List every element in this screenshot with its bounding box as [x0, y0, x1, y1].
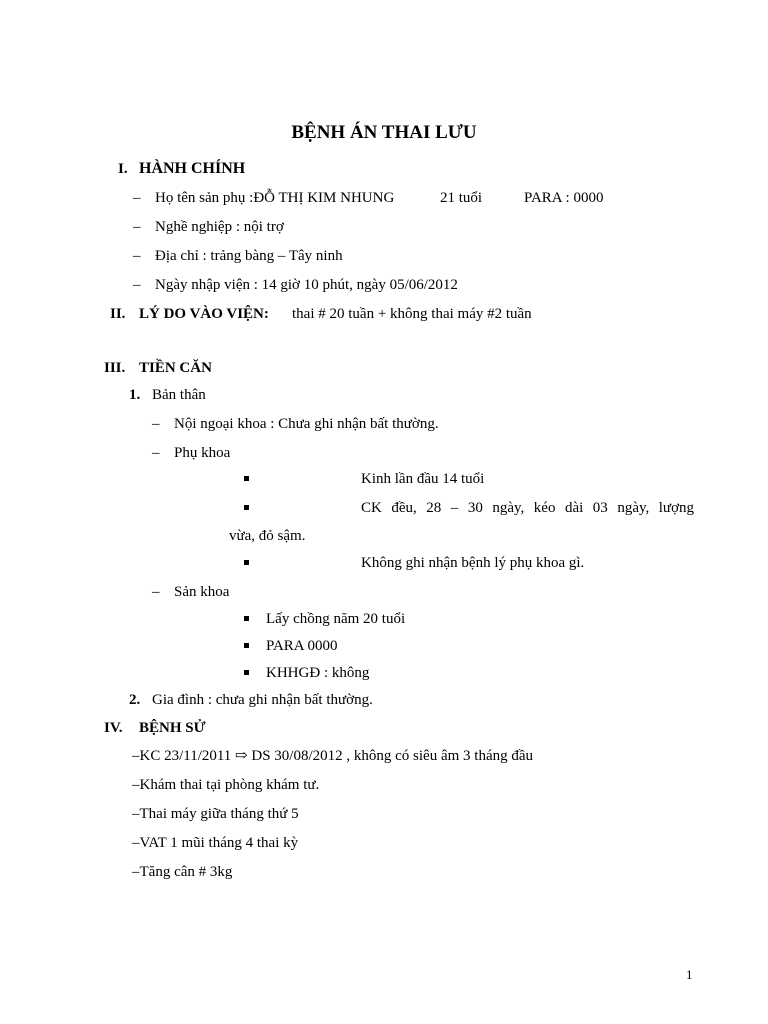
section-1-heading: HÀNH CHÍNH [139, 160, 246, 177]
section-3-number: III. [104, 360, 126, 376]
square-bullet-icon [244, 554, 249, 572]
history-item: –VAT 1 mũi tháng 4 thai kỳ [132, 835, 299, 851]
dash-bullet: – [152, 584, 160, 600]
section-3-heading: TIỀN CĂN [139, 360, 212, 376]
section-2-number: II. [110, 306, 126, 322]
section-2-heading: LÝ DO VÀO VIỆN: [139, 306, 269, 322]
gyn-item: Không ghi nhận bệnh lý phụ khoa gì. [361, 555, 585, 571]
page-number: 1 [686, 967, 693, 982]
obs-item: Lấy chồng năm 20 tuổi [266, 611, 406, 627]
patient-job: Nghề nghiệp : nội trợ [155, 219, 284, 235]
admission-reason: thai # 20 tuần + không thai máy #2 tuần [292, 306, 532, 322]
admission-date: Ngày nhập viện : 14 giờ 10 phút, ngày 05/06/2012 [155, 277, 458, 293]
section-4-number: IV. [104, 720, 123, 736]
section-1-number: I. [118, 161, 128, 177]
name-line [133, 189, 394, 207]
obs-line [152, 583, 229, 601]
internal-line [152, 415, 439, 433]
square-bullet-icon [244, 610, 249, 628]
job-line [133, 218, 284, 236]
square-bullet-icon [244, 637, 249, 655]
history-item: –KC 23/11/2011 ⇨ DS 30/08/2012 , không có siêu âm 3 tháng đầu [132, 748, 534, 764]
gyn-line [152, 444, 230, 462]
subsection-2-number: 2. [129, 692, 141, 708]
history-item: –Thai máy giữa tháng thứ 5 [132, 806, 299, 822]
gyn-item: CK đều, 28 – 30 ngày, kéo dài 03 ngày, lượng [361, 500, 694, 516]
subsection-1-title: Bản thân [152, 387, 206, 403]
square-bullet-icon [244, 470, 249, 488]
section-4-heading: BỆNH SỬ [139, 720, 206, 736]
dash-bullet: – [133, 248, 141, 264]
address-line [133, 247, 343, 265]
square-bullet-icon [244, 499, 249, 517]
subsection-1-number: 1. [129, 387, 141, 403]
history-item: –Khám thai tại phòng khám tư. [132, 777, 320, 793]
patient-address: Địa chỉ : trảng bàng – Tây ninh [155, 248, 343, 264]
obs-item: PARA 0000 [266, 638, 338, 654]
family-history: Gia đình : chưa ghi nhận bất thường. [152, 692, 373, 708]
square-bullet-icon [244, 664, 249, 682]
dash-bullet: – [133, 277, 141, 293]
document-title: BỆNH ÁN THAI LƯU [291, 122, 477, 143]
dash-bullet: – [133, 190, 141, 206]
gyn-item: Kinh lần đầu 14 tuổi [361, 471, 485, 487]
gyn-item-continuation: vừa, đỏ sậm. [229, 528, 306, 544]
history-item: –Tăng cân # 3kg [132, 864, 233, 880]
patient-para: PARA : 0000 [524, 190, 604, 206]
admission-line [133, 276, 458, 294]
internal-history: Nội ngoại khoa : Chưa ghi nhận bất thường. [174, 416, 439, 432]
obs-item: KHHGĐ : không [266, 665, 370, 681]
patient-age: 21 tuổi [440, 190, 483, 206]
patient-name: Họ tên sản phụ :ĐỖ THỊ KIM NHUNG [155, 190, 395, 206]
obs-title: Sản khoa [174, 584, 230, 600]
gyn-title: Phụ khoa [174, 445, 231, 461]
dash-bullet: – [152, 445, 160, 461]
dash-bullet: – [133, 219, 141, 235]
dash-bullet: – [152, 416, 160, 432]
